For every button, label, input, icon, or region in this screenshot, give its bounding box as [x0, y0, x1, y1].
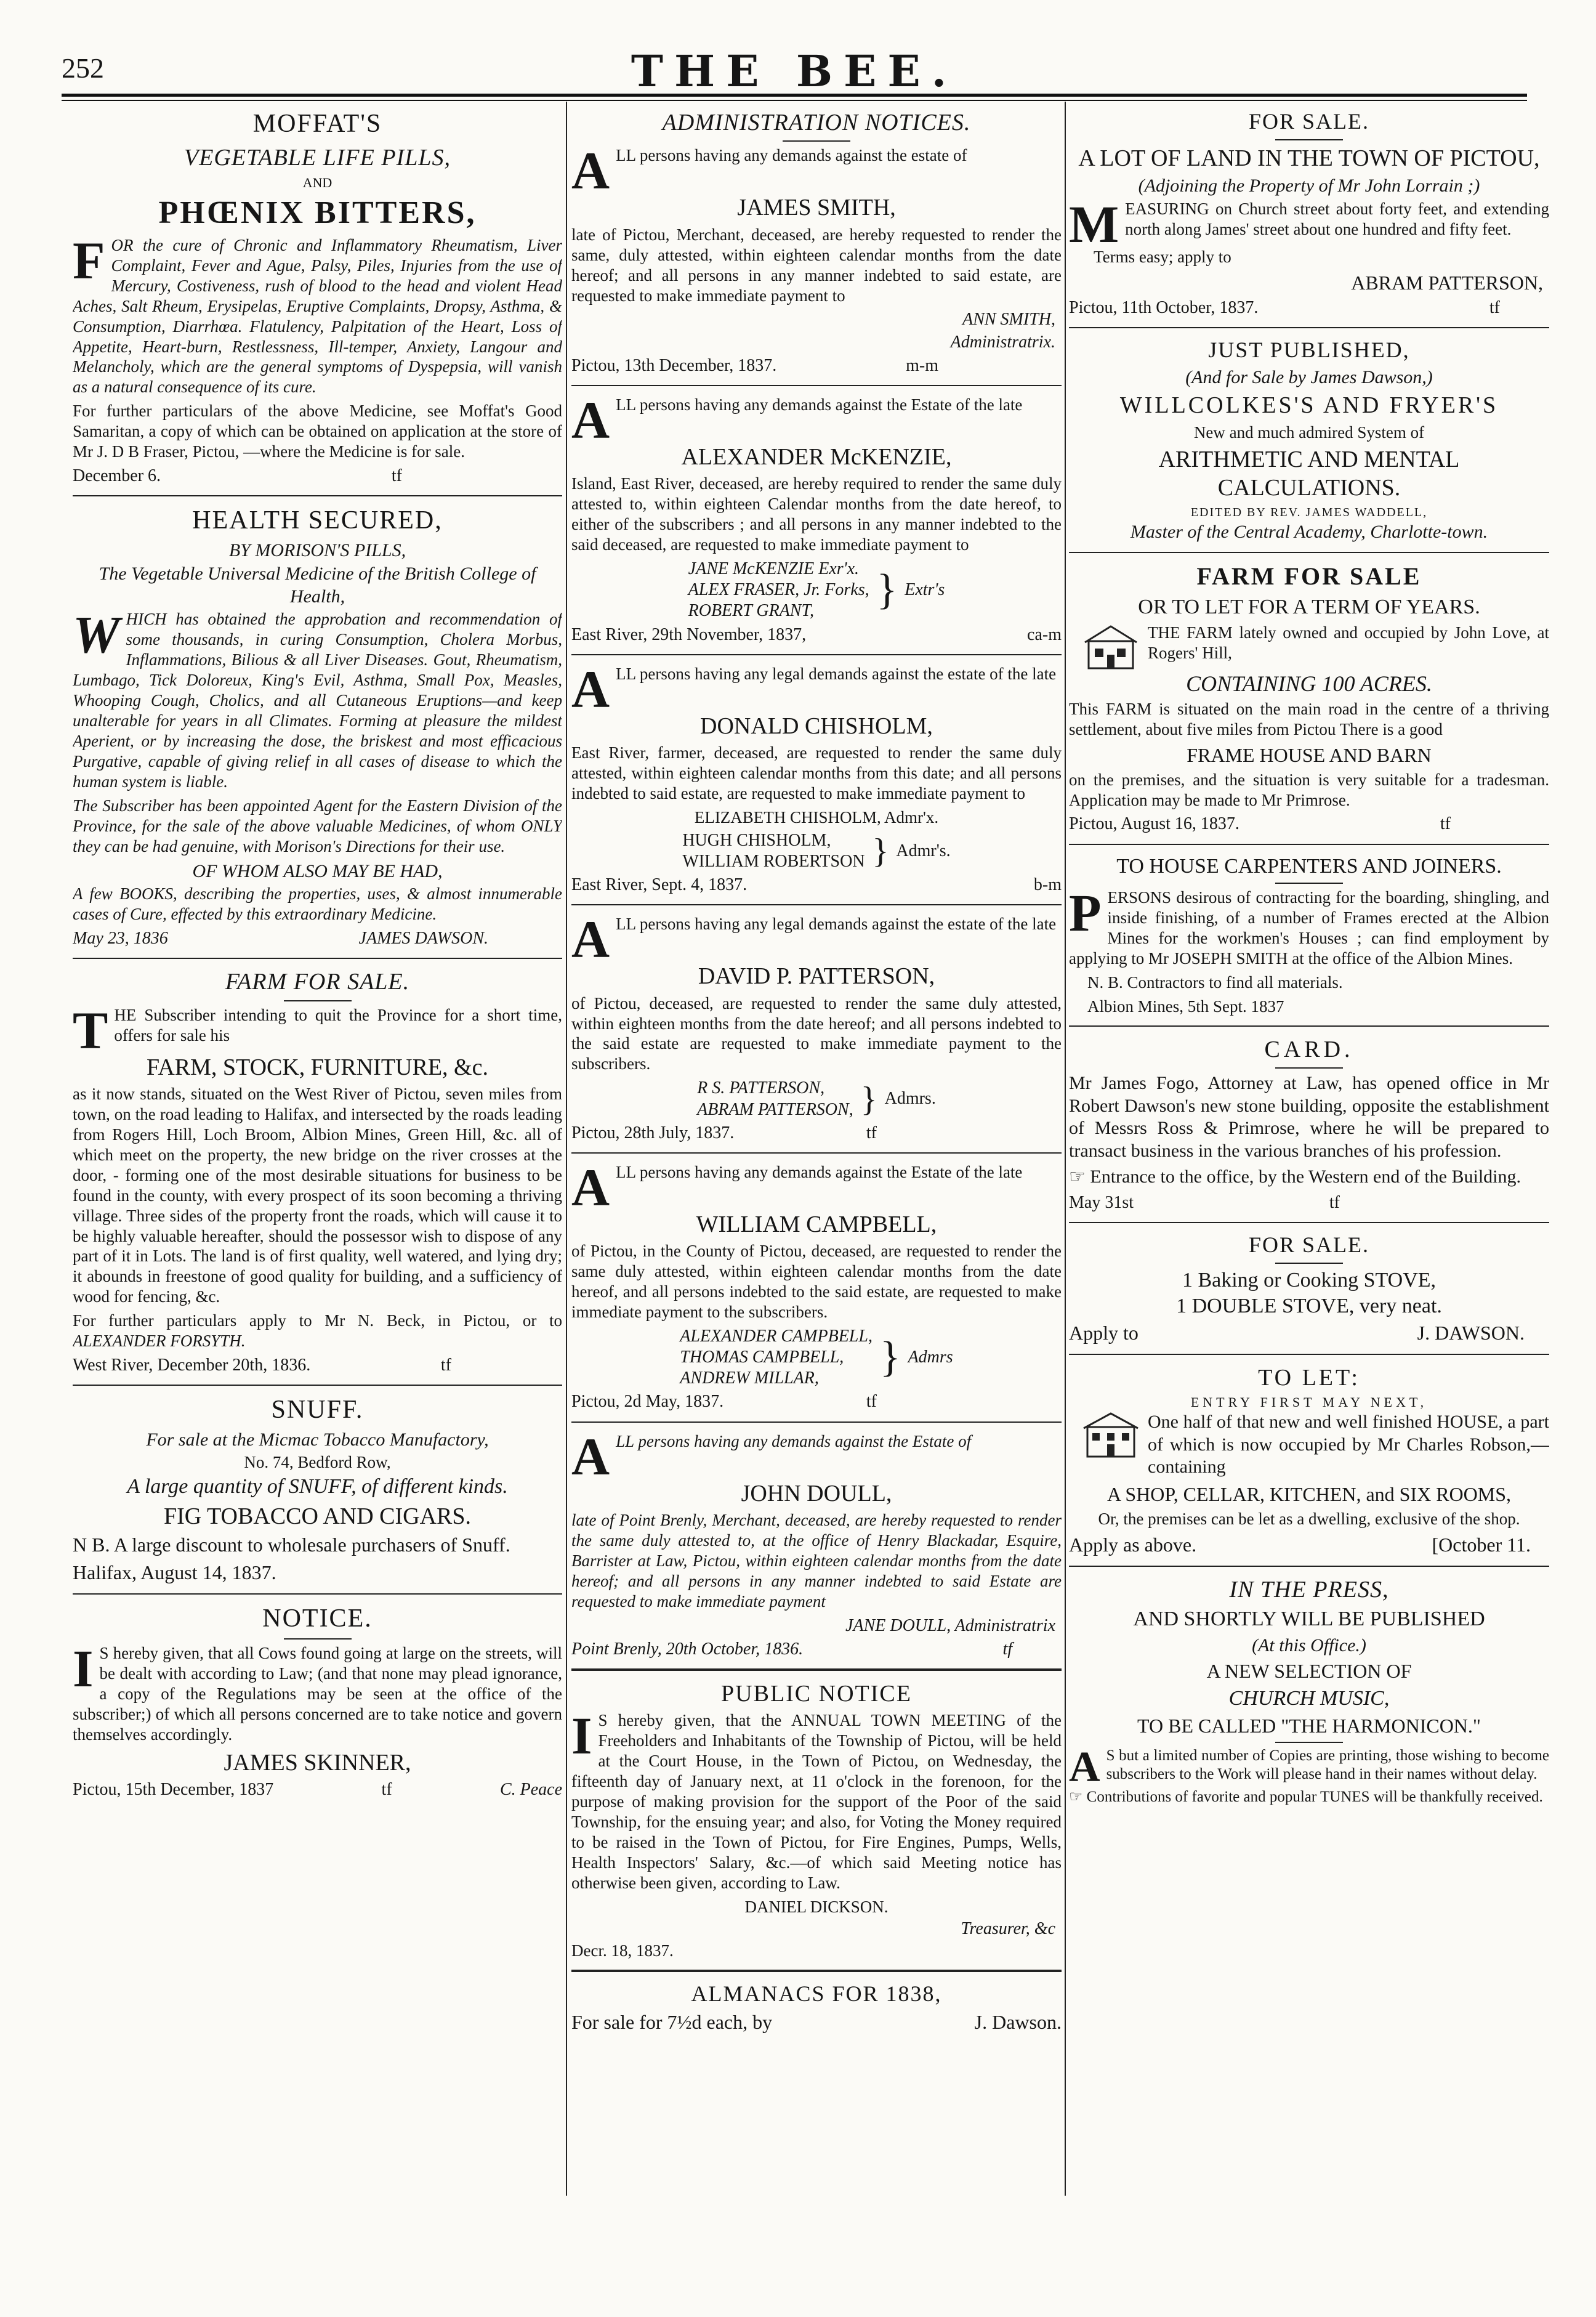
snuff-line4: FIG TOBACCO AND CIGARS.	[163, 1503, 472, 1529]
almanacs-heading: ALMANACS FOR 1838,	[691, 1981, 942, 2006]
press-church-music: CHURCH MUSIC,	[1228, 1687, 1390, 1710]
ad-health	[73, 505, 562, 949]
public-date: Decr. 18, 1837.	[571, 1941, 674, 1960]
short-rule	[783, 140, 850, 142]
snuff-line1: For sale at the Micmac Tobacco Manufactory,	[146, 1429, 489, 1450]
notice-body: S hereby given, that all Cows found going at large on the streets, will be dealt with according to Law; (and that none may plead ignorance, a copy of the Regulations may be seen at the office of the subscriber;) of which all persons concerned are to take notice and govern themselves accordingly.	[73, 1644, 562, 1744]
public-signer: DANIEL DICKSON.	[744, 1897, 889, 1916]
n2-signer: JANE McKENZIE Exr'x.	[688, 559, 860, 579]
published-editor: EDITED BY REV. JAMES WADDELL,	[1190, 505, 1428, 519]
short-rule	[284, 1638, 352, 1640]
ad-moffat	[73, 108, 562, 487]
dropcap: M	[1069, 194, 1119, 254]
notice-date: Pictou, 15th December, 1837	[73, 1780, 274, 1800]
notice-john-doull	[571, 1426, 1062, 1660]
n2-lead: LL persons having any demands against the Estate of the late	[616, 395, 1023, 414]
notice-james-smith	[571, 141, 1062, 376]
n1-role: Administratrix.	[950, 332, 1055, 352]
forsale2-line1: 1 Baking or Cooking STOVE,	[1182, 1269, 1437, 1292]
forsale1-mark: tf	[1489, 297, 1500, 317]
press-body2: ☞ Contributions of favorite and popular TUNES will be thankfully received.	[1069, 1788, 1543, 1805]
farm3-body2: This FARM is situated on the main road in the centre of a thriving settlement, about five miles from Pictou There is a good	[1069, 699, 1549, 738]
n4-signer: R S. PATTERSON,	[697, 1078, 825, 1098]
n1-lead: LL persons having any demands against the estate of	[616, 146, 967, 165]
forsale2-signer: J. DAWSON.	[1417, 1322, 1525, 1345]
farm-heading: FARM FOR SALE.	[225, 969, 410, 995]
n5-signers	[571, 1326, 1062, 1389]
farm-signer: ALEXANDER FORSYTH.	[73, 1332, 246, 1351]
n6-lead: LL persons having any demands against the Estate of	[616, 1431, 972, 1450]
n4-signers	[571, 1078, 1062, 1120]
tolet-body1: One half of that new and well finished HOUSE, a part of which is now occupied by Mr Charles Robson,—containing	[1148, 1412, 1549, 1478]
forsale1-lot: A LOT OF LAND IN THE TOWN OF PICTOU,	[1078, 145, 1540, 171]
n5-signer: THOMAS CAMPBELL,	[680, 1348, 844, 1367]
dropcap: A	[571, 390, 610, 450]
short-rule	[1275, 139, 1343, 140]
health-date: May 23, 1836	[73, 929, 168, 948]
separator	[571, 1421, 1062, 1423]
short-rule	[1275, 1742, 1343, 1743]
n4-lead: LL persons having any legal demands against the estate of the late	[616, 915, 1057, 934]
almanacs-signer: J. Dawson.	[974, 2010, 1062, 2033]
published-system: New and much admired System of	[1193, 423, 1425, 442]
published-arithmetic: ARITHMETIC AND MENTAL CALCULATIONS.	[1158, 446, 1460, 501]
farm-mark: tf	[440, 1356, 451, 1375]
masthead-rule	[62, 94, 1527, 97]
farm3-mark: tf	[1440, 814, 1451, 834]
n2-date: East River, 29th November, 1837,	[571, 625, 807, 644]
separator	[571, 385, 1062, 386]
snuff-body: N B. A large discount to wholesale purchasers of Snuff.	[73, 1533, 510, 1556]
dropcap: A	[571, 910, 610, 969]
page-number: 252	[62, 52, 104, 84]
forsale1-adjoining: (Adjoining the Property of Mr John Lorrain ;)	[1138, 176, 1480, 196]
separator	[571, 654, 1062, 655]
separator	[1069, 1566, 1549, 1567]
ad-carpenters	[1069, 854, 1549, 1017]
n6-signer: JANE DOULL, Administratrix	[845, 1615, 1055, 1635]
house-icon	[1081, 623, 1140, 671]
n3-signers	[571, 830, 1062, 872]
n4-date: Pictou, 28th July, 1837.	[571, 1123, 735, 1142]
forsale1-date: Pictou, 11th October, 1837.	[1069, 297, 1259, 317]
n1-mark: m-m	[906, 355, 938, 375]
n5-date: Pictou, 2d May, 1837.	[571, 1392, 724, 1412]
n1-date: Pictou, 13th December, 1837.	[571, 355, 777, 375]
n2-body: Island, East River, deceased, are hereby required to render the same duly attested to, within eighteen Calendar months from the date hereof, to either of the subscribers ; and all persons in any manner indebted to the said deceased, are requested to make immediate payment to	[571, 474, 1062, 554]
column-1	[73, 105, 562, 2193]
separator	[73, 495, 562, 496]
n2-mark: ca-m	[1027, 625, 1062, 644]
published-title: WILLCOLKES'S AND FRYER'S	[1119, 392, 1499, 419]
n5-signer: ANDREW MILLAR,	[680, 1369, 819, 1388]
moffat-date: December 6.	[73, 466, 161, 486]
almanacs-body: For sale for 7½d each, by	[571, 2010, 773, 2033]
n6-mark: tf	[1002, 1639, 1012, 1659]
n4-signer: ABRAM PATTERSON,	[697, 1099, 853, 1119]
brace-glyph: }	[860, 1080, 877, 1118]
snuff-line2: No. 74, Bedford Row,	[244, 1453, 391, 1472]
administration-heading: ADMINISTRATION NOTICES.	[662, 110, 971, 135]
separator	[571, 1668, 1062, 1671]
farm3-house: FRAME HOUSE AND BARN	[1187, 743, 1432, 766]
n3-signer0: ELIZABETH CHISHOLM, Admr'x.	[694, 807, 939, 827]
brace-glyph: }	[876, 566, 898, 614]
short-rule	[1275, 1263, 1343, 1264]
column-divider-1	[566, 102, 567, 2196]
farm3-containing: CONTAINING 100 ACRES.	[1186, 671, 1432, 696]
notice-david-patterson	[571, 910, 1062, 1144]
n5-name: WILLIAM CAMPBELL,	[696, 1211, 937, 1237]
press-office: (At this Office.)	[1252, 1635, 1366, 1656]
notice-title: C. Peace	[499, 1780, 562, 1800]
separator	[73, 1593, 562, 1595]
farm3-date: Pictou, August 16, 1837.	[1069, 814, 1239, 834]
snuff-heading: SNUFF.	[271, 1396, 364, 1425]
notice-alexander-mckenzie	[571, 390, 1062, 645]
farm3-sub: OR TO LET FOR A TERM OF YEARS.	[1138, 596, 1480, 619]
n4-role: Admrs.	[884, 1089, 936, 1109]
short-rule	[1275, 883, 1343, 884]
press-shortly: AND SHORTLY WILL BE PUBLISHED	[1133, 1607, 1485, 1631]
notice-william-campbell	[571, 1157, 1062, 1413]
tolet-body2: Or, the premises can be let as a dwelling, exclusive of the shop.	[1098, 1510, 1520, 1529]
newspaper-title: THE BEE.	[631, 46, 958, 97]
published-sub: (And for Sale by James Dawson,)	[1185, 366, 1433, 387]
n5-role: Admrs	[908, 1348, 953, 1367]
dropcap: I	[73, 1639, 94, 1699]
ad-to-let	[1069, 1364, 1549, 1557]
public-body: S hereby given, that the ANNUAL TOWN MEETING of the Freeholders and Inhabitants of the Township of Pictou, will be held at the Court House, in the Town of Pictou, on Wednesday, the fifteenth day of January next, at 11 o'clock in the forenoon, for the purpose of making provision for the support of the Poor of the said Township, for the ensuing year; and also, for Voting the Money required to be raised in the Town of Pictou, for Fire Engines, Pumps, Wells, Health Inspectors' Salary, &c.—of which said Meeting notice has otherwise been given, according to Law.	[571, 1711, 1062, 1892]
health-subheading: BY MORISON'S PILLS,	[228, 540, 406, 560]
dropcap: A	[571, 1426, 610, 1486]
card-mark: tf	[1329, 1193, 1340, 1213]
n2-signers	[571, 559, 1062, 621]
published-heading: JUST PUBLISHED,	[1208, 337, 1410, 362]
n3-body: East River, farmer, deceased, are requested to render the same duly attested, within eighteen calendar months from this date; and all persons indebted to said estate, are requested to make immediate payment to	[571, 743, 1062, 803]
ad-in-the-press	[1069, 1575, 1549, 1806]
notice-signer: JAMES SKINNER,	[224, 1749, 411, 1776]
health-body: HICH has obtained the approbation and recommendation of some thousands, in curing Consumption, Cholera Morbus, Inflammations, Bilious & all Liver Diseases. Gout, Rheumatism, Lumbago, Tick Doloreux, King's Evil, Asthma, Small Pox, Measles, Whooping Cough, Cholics, and all Cutaneous Eruptions—and keep unalterable for years in all Climates. Forming at pleasure the mildest Aperient, or by increasing the dose, the briskest and most efficacious Purgative, capable of giving relief in all cases of disease to which the human system is liable.	[73, 610, 562, 791]
separator	[571, 1152, 1062, 1154]
dropcap: W	[73, 605, 120, 665]
farm3-heading: FARM FOR SALE	[1196, 562, 1422, 591]
separator	[571, 904, 1062, 905]
notice-mark: tf	[381, 1780, 392, 1800]
dropcap: A	[571, 141, 610, 201]
dropcap: A	[571, 1157, 610, 1217]
health-heading: HEALTH SECURED,	[192, 506, 443, 535]
card-date: May 31st	[1069, 1193, 1134, 1213]
carpenters-body: ERSONS desirous of contracting for the boarding, shingling, and inside finishing, of a number of Frames erected at the Albion Mines for the workmen's Houses ; can find employment by applying to Mr JOSEPH SMITH at the office of the Albion Mines.	[1069, 888, 1549, 968]
separator	[1069, 327, 1549, 328]
n5-lead: LL persons having any demands against the Estate of the late	[616, 1162, 1023, 1181]
moffat-body: OR the cure of Chronic and Inflammatory Rheumatism, Liver Complaint, Fever and Ague, Palsy, Piles, Injuries from the use of Mercury, Costiveness, rush of blood to the head and violent Head Aches, Salt Rheum, Erysipelas, Eruptive Complaints, Dropsy, Asthma, & Consumption, Diarrhœa. Flatulency, Palpitation of the Heart, Loss of Appetite, Heart-burn, Restlessness, Ill-temper, Anxiety, Langour and Melancholy, which are the general symptoms of Dyspepsia, will vanish as a natural consequence of its cure.	[73, 235, 562, 397]
moffat-and: AND	[302, 174, 332, 190]
card-heading: CARD.	[1264, 1036, 1354, 1062]
n3-mark: b-m	[1033, 875, 1062, 895]
separator	[1069, 844, 1549, 845]
forsale1-terms: Terms easy; apply to	[1094, 247, 1231, 266]
separator	[1069, 1222, 1549, 1223]
forsale1-body: EASURING on Church street about forty feet, and extending north along James' street about one hundred and fifty feet.	[1125, 199, 1549, 238]
dropcap: A	[1069, 1743, 1100, 1791]
n2-name: ALEXANDER McKENZIE,	[681, 443, 952, 470]
press-body: S but a limited number of Copies are printing, those wishing to become subscribers to the Work will please hand in their names without delay.	[1106, 1747, 1549, 1783]
ad-notice-cows	[73, 1603, 562, 1800]
tolet-shop: A SHOP, CELLAR, KITCHEN, and SIX ROOMS,	[1106, 1483, 1512, 1506]
press-selection: A NEW SELECTION OF	[1206, 1660, 1412, 1683]
n6-name: JOHN DOULL,	[741, 1480, 892, 1506]
moffat-heading: MOFFAT'S	[252, 110, 382, 138]
health-signer: JAMES DAWSON.	[358, 929, 488, 948]
n4-name: DAVID P. PATTERSON,	[698, 963, 935, 990]
forsale2-line2: 1 DOUBLE STOVE, very neat.	[1176, 1294, 1442, 1317]
ad-farm-love	[1069, 562, 1549, 835]
farm3-body1: THE FARM lately owned and occupied by John Love, at Rogers' Hill,	[1148, 623, 1549, 662]
card-body: Mr James Fogo, Attorney at Law, has opened office in Mr Robert Dawson's new stone building, opposite the establishment of Messrs Ross & Primrose, where he will be prepared to transact business in the various branches of his profession.	[1069, 1073, 1549, 1161]
n6-body: late of Point Brenly, Merchant, deceased, are hereby requested to render the same duly attested to, at the office of Henry Blackadar, Esquire, Barrister at Law, Pictou, within eighteen calendar months from the date hereof; and all persons in any manner indebted to said Estate are requested to make immediate payment	[571, 1510, 1062, 1611]
ad-card	[1069, 1035, 1549, 1213]
moffat-subheading: VEGETABLE LIFE PILLS,	[183, 145, 451, 171]
forsale2-apply: Apply to	[1069, 1322, 1139, 1345]
separator	[1069, 1025, 1549, 1027]
public-notice	[571, 1680, 1062, 1961]
snuff-date: Halifax, August 14, 1837.	[73, 1561, 276, 1583]
n2-role: Extr's	[905, 580, 945, 600]
moffat-phoenix: PHŒNIX BITTERS,	[158, 195, 477, 231]
separator	[73, 1385, 562, 1386]
n3-lead: LL persons having any legal demands against the estate of the late	[616, 664, 1057, 683]
forsale1-signer: ABRAM PATTERSON,	[1351, 271, 1543, 294]
farm3-body3: on the premises, and the situation is very suitable for a tradesman. Application may be made to Mr Primrose.	[1069, 770, 1549, 809]
moffat-mark: tf	[391, 466, 402, 486]
short-rule	[1275, 1067, 1343, 1069]
ad-snuff	[73, 1394, 562, 1585]
tolet-apply: Apply as above.	[1069, 1533, 1197, 1556]
public-heading: PUBLIC NOTICE	[721, 1680, 912, 1707]
moffat-body2: For further particulars of the above Medicine, see Moffat's Good Samaritan, a copy of which can be obtained on application at the store of Mr J. D B Fraser, Pictou, —where the Medicine is for sale.	[73, 402, 562, 461]
column-2	[571, 105, 1062, 2199]
separator	[1069, 1354, 1549, 1355]
column-divider-2	[1065, 102, 1066, 2196]
press-harmonicon: TO BE CALLED "THE HARMONICON."	[1137, 1714, 1481, 1737]
separator	[1069, 552, 1549, 553]
separator	[571, 1970, 1062, 1972]
farm-date: West River, December 20th, 1836.	[73, 1356, 311, 1375]
carpenters-heading: TO HOUSE CARPENTERS AND JOINERS.	[1116, 854, 1502, 878]
n5-mark: tf	[866, 1392, 877, 1412]
dropcap: T	[73, 1000, 108, 1060]
published-master: Master of the Central Academy, Charlotte-town.	[1130, 521, 1488, 542]
forsale2-heading: FOR SALE.	[1248, 1232, 1370, 1258]
n4-body: of Pictou, deceased, are requested to render the same duly attested, within eighteen months from the date hereof; and all persons indebted to the said estate are requested to make immediate payment to the subscribers.	[571, 993, 1062, 1074]
n5-body: of Pictou, in the County of Pictou, deceased, are requested to render the same duly attested, within eighteen calendar months from the date hereof, and all persons indebted to the said estate, are requested to make immediate payment to the subscribers.	[571, 1242, 1062, 1321]
ad-lot-of-land	[1069, 108, 1549, 318]
notice-heading: NOTICE.	[262, 1604, 373, 1633]
notice-donald-chisholm	[571, 659, 1062, 896]
separator	[73, 958, 562, 959]
column-3	[1069, 105, 1549, 2199]
tolet-entry: ENTRY FIRST MAY NEXT,	[1190, 1394, 1428, 1410]
n3-signer: HUGH CHISHOLM,	[682, 830, 831, 850]
card-body2: ☞ Entrance to the office, by the Western end of the Building.	[1069, 1167, 1521, 1187]
snuff-line3: A large quantity of SNUFF, of different kinds.	[127, 1475, 508, 1498]
farm-body1: HE Subscriber intending to quit the Province for a short time, offers for sale his	[114, 1005, 562, 1045]
health-body3: A few BOOKS, describing the properties, uses, & almost innumerable cases of Cure, effected by this extraordinary Medicine.	[73, 884, 562, 924]
n3-date: East River, Sept. 4, 1837.	[571, 875, 748, 895]
n2-signer: ROBERT GRANT,	[688, 601, 814, 621]
farm-stock-heading: FARM, STOCK, FURNITURE, &c.	[147, 1054, 488, 1080]
n3-name: DONALD CHISHOLM,	[700, 713, 933, 739]
brace-glyph: }	[879, 1333, 901, 1381]
brace-glyph: }	[872, 831, 889, 870]
ad-stoves	[1069, 1232, 1549, 1345]
n6-date: Point Brenly, 20th October, 1836.	[571, 1639, 804, 1659]
tolet-heading: TO LET:	[1258, 1365, 1360, 1391]
press-heading: IN THE PRESS,	[1229, 1577, 1389, 1603]
n4-mark: tf	[866, 1123, 877, 1142]
dropcap: P	[1069, 883, 1102, 943]
health-also: OF WHOM ALSO MAY BE HAD,	[192, 860, 443, 881]
carpenters-nb: N. B. Contractors to find all materials.	[1087, 972, 1343, 992]
farm-body2: as it now stands, situated on the West River of Pictou, seven miles from town, on the road leading to Halifax, and intersected by the roads leading from Rogers Hill, Loch Broom, Albion Mines, Green Hill, &c. all of which meet on the property, the new bridge on the river crosses at the door, - forming one of the most desirable situations for business to be found in the county, with every prospect of its soon becoming a thriving village. Three sides of the property front the roads, which will cause it to be highly valuable hereafter, should the possessor wish to dispose of any part of it in Lots. The land is of first quality, well watered, and lying dry; it abounds in freestone of good quality for building, and a sufficiency of wood for fencing, &c.	[73, 1084, 562, 1306]
health-college: The Vegetable Universal Medicine of the British College of Health,	[99, 564, 536, 607]
ad-almanacs	[571, 1981, 1062, 2034]
n1-name: JAMES SMITH,	[737, 195, 896, 221]
carpenters-date: Albion Mines, 5th Sept. 1837	[1087, 997, 1284, 1016]
farm-body3: For further particulars apply to Mr N. Beck, in Pictou, or to	[73, 1311, 562, 1330]
health-body2: The Subscriber has been appointed Agent for the Eastern Division of the Province, for the sale of the above valuable Medicines, of whom ONLY they can be had genuine, with Morison's Directions for their use.	[73, 796, 562, 855]
n3-signer: WILLIAM ROBERTSON	[682, 851, 865, 871]
dropcap: I	[571, 1706, 592, 1766]
house-icon	[1081, 1411, 1140, 1459]
short-rule	[284, 1000, 352, 1001]
n2-signer: ALEX FRASER, Jr. Forks,	[688, 580, 869, 600]
forsale1-heading: FOR SALE.	[1248, 109, 1370, 134]
ad-just-published	[1069, 337, 1549, 544]
n3-role: Admr's.	[896, 841, 951, 860]
n5-signer: ALEXANDER CAMPBELL,	[680, 1326, 873, 1346]
ad-farm-forsyth	[73, 968, 562, 1376]
tolet-date: [October 11.	[1432, 1533, 1531, 1556]
n1-signer: ANN SMITH,	[962, 310, 1055, 330]
public-role: Treasurer, &c	[961, 1919, 1055, 1938]
dropcap: F	[73, 230, 105, 290]
dropcap: A	[571, 659, 610, 719]
masthead-rule-thin	[62, 100, 1527, 101]
n1-body: late of Pictou, Merchant, deceased, are hereby requested to render the same, duly attested, within eighteen calendar months from the date hereof; and all persons in any manner indebted to said estate, are requested to make immediate payment to	[571, 225, 1062, 305]
